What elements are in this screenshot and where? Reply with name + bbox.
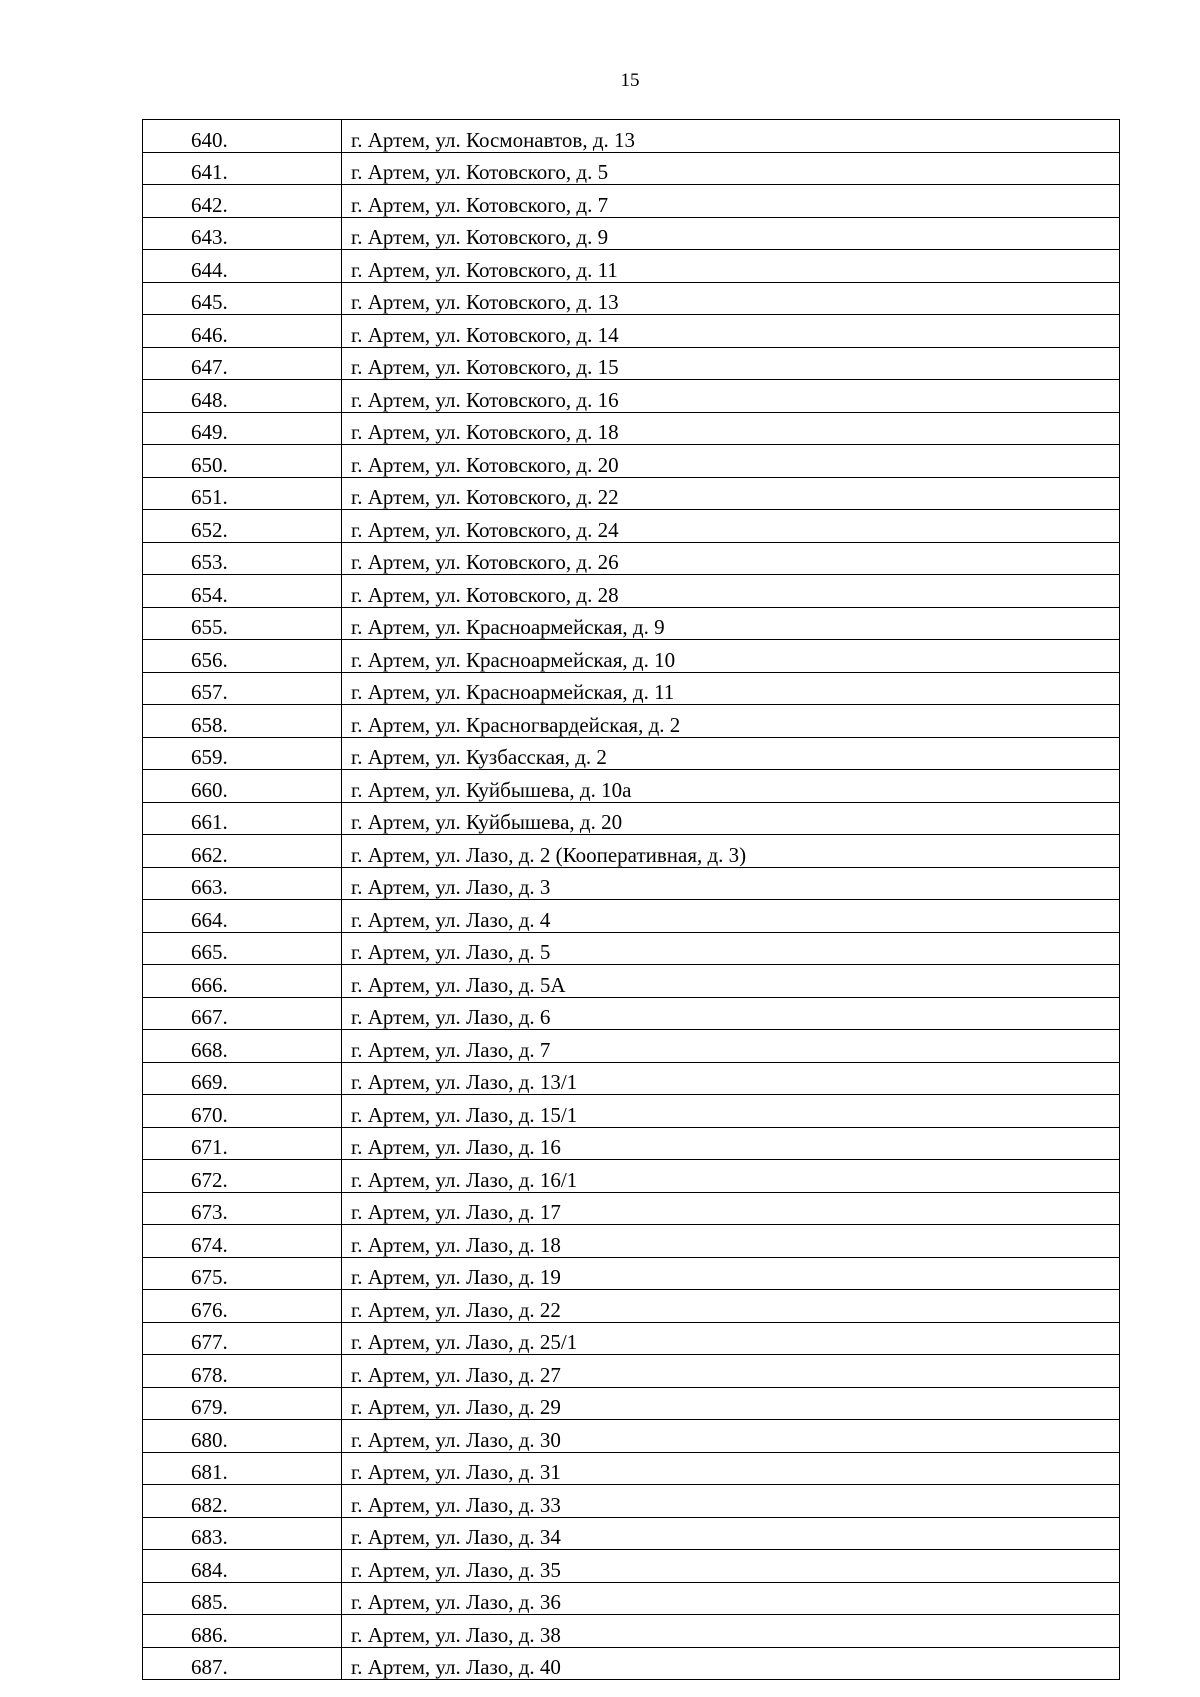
address-cell: г. Артем, ул. Лазо, д. 19: [342, 1257, 1120, 1290]
address-cell: г. Артем, ул. Лазо, д. 5: [342, 932, 1120, 965]
table-row: [143, 1452, 1120, 1485]
address-cell: г. Артем, ул. Лазо, д. 22: [342, 1290, 1120, 1323]
row-number-cell: 666.: [143, 965, 342, 998]
table-row: [143, 510, 1120, 543]
table-row: [143, 607, 1120, 640]
row-number-cell: 682.: [143, 1485, 342, 1518]
table-row: [143, 770, 1120, 803]
address-cell: г. Артем, ул. Лазо, д. 6: [342, 997, 1120, 1030]
address-cell: г. Артем, ул. Красноармейская, д. 9: [342, 607, 1120, 640]
address-cell: г. Артем, ул. Красноармейская, д. 11: [342, 672, 1120, 705]
table-row: [143, 1355, 1120, 1388]
row-number-cell: 685.: [143, 1582, 342, 1615]
address-cell: г. Артем, ул. Котовского, д. 9: [342, 217, 1120, 250]
row-number-cell: 641.: [143, 152, 342, 185]
address-cell: г. Артем, ул. Лазо, д. 4: [342, 900, 1120, 933]
row-number-cell: 662.: [143, 835, 342, 868]
row-number-cell: 647.: [143, 347, 342, 380]
row-number-cell: 671.: [143, 1127, 342, 1160]
table-row: [143, 1095, 1120, 1128]
row-number-cell: 654.: [143, 575, 342, 608]
row-number-cell: 683.: [143, 1517, 342, 1550]
address-cell: г. Артем, ул. Лазо, д. 18: [342, 1225, 1120, 1258]
table-row: [143, 152, 1120, 185]
row-number-cell: 660.: [143, 770, 342, 803]
table-row: [143, 1517, 1120, 1550]
table-row: [143, 1582, 1120, 1615]
address-cell: г. Артем, ул. Котовского, д. 16: [342, 380, 1120, 413]
table-row: [143, 867, 1120, 900]
row-number-cell: 669.: [143, 1062, 342, 1095]
table-row: [143, 120, 1120, 153]
address-cell: г. Артем, ул. Лазо, д. 38: [342, 1615, 1120, 1648]
page-number: 15: [620, 70, 640, 91]
table-row: [143, 412, 1120, 445]
address-cell: г. Артем, ул. Лазо, д. 16/1: [342, 1160, 1120, 1193]
address-cell: г. Артем, ул. Красноармейская, д. 10: [342, 640, 1120, 673]
row-number-cell: 668.: [143, 1030, 342, 1063]
row-number-cell: 661.: [143, 802, 342, 835]
address-cell: г. Артем, ул. Лазо, д. 25/1: [342, 1322, 1120, 1355]
table-row: [143, 380, 1120, 413]
address-cell: г. Артем, ул. Котовского, д. 15: [342, 347, 1120, 380]
row-number-cell: 646.: [143, 315, 342, 348]
address-cell: г. Артем, ул. Котовского, д. 28: [342, 575, 1120, 608]
table-row: [143, 737, 1120, 770]
table-row: [143, 542, 1120, 575]
table-row: [143, 185, 1120, 218]
table-row: [143, 932, 1120, 965]
row-number-cell: 643.: [143, 217, 342, 250]
table-row: [143, 1550, 1120, 1583]
address-table-body: [143, 120, 1120, 1680]
address-cell: г. Артем, ул. Куйбышева, д. 10а: [342, 770, 1120, 803]
table-row: [143, 347, 1120, 380]
row-number-cell: 677.: [143, 1322, 342, 1355]
address-cell: г. Артем, ул. Лазо, д. 40: [342, 1647, 1120, 1680]
address-cell: г. Артем, ул. Котовского, д. 24: [342, 510, 1120, 543]
address-cell: г. Артем, ул. Космонавтов, д. 13: [342, 120, 1120, 153]
table-row: [143, 672, 1120, 705]
table-row: [143, 1127, 1120, 1160]
address-cell: г. Артем, ул. Лазо, д. 33: [342, 1485, 1120, 1518]
row-number-cell: 652.: [143, 510, 342, 543]
row-number-cell: 686.: [143, 1615, 342, 1648]
row-number-cell: 687.: [143, 1647, 342, 1680]
table-row: [143, 900, 1120, 933]
table-row: [143, 1225, 1120, 1258]
table-row: [143, 1290, 1120, 1323]
address-cell: г. Артем, ул. Лазо, д. 5А: [342, 965, 1120, 998]
address-cell: г. Артем, ул. Лазо, д. 34: [342, 1517, 1120, 1550]
address-cell: г. Артем, ул. Лазо, д. 13/1: [342, 1062, 1120, 1095]
address-cell: г. Артем, ул. Лазо, д. 30: [342, 1420, 1120, 1453]
row-number-cell: 642.: [143, 185, 342, 218]
table-row: [143, 1322, 1120, 1355]
address-cell: г. Артем, ул. Красногвардейская, д. 2: [342, 705, 1120, 738]
table-row: [143, 1647, 1120, 1680]
table-row: [143, 477, 1120, 510]
address-cell: г. Артем, ул. Котовского, д. 22: [342, 477, 1120, 510]
address-cell: г. Артем, ул. Котовского, д. 26: [342, 542, 1120, 575]
table-row: [143, 1485, 1120, 1518]
row-number-cell: 659.: [143, 737, 342, 770]
table-row: [143, 997, 1120, 1030]
address-cell: г. Артем, ул. Лазо, д. 29: [342, 1387, 1120, 1420]
table-row: [143, 445, 1120, 478]
table-row: [143, 1160, 1120, 1193]
row-number-cell: 640.: [143, 120, 342, 153]
row-number-cell: 657.: [143, 672, 342, 705]
table-row: [143, 640, 1120, 673]
table-row: [143, 1420, 1120, 1453]
table-row: [143, 1192, 1120, 1225]
address-cell: г. Артем, ул. Лазо, д. 15/1: [342, 1095, 1120, 1128]
row-number-cell: 678.: [143, 1355, 342, 1388]
address-cell: г. Артем, ул. Лазо, д. 3: [342, 867, 1120, 900]
address-table: [142, 119, 1120, 1680]
row-number-cell: 670.: [143, 1095, 342, 1128]
table-row: [143, 835, 1120, 868]
table-row: [143, 1030, 1120, 1063]
address-cell: г. Артем, ул. Котовского, д. 11: [342, 250, 1120, 283]
table-row: [143, 575, 1120, 608]
address-cell: г. Артем, ул. Котовского, д. 13: [342, 282, 1120, 315]
address-cell: г. Артем, ул. Куйбышева, д. 20: [342, 802, 1120, 835]
table-row: [143, 1615, 1120, 1648]
address-cell: г. Артем, ул. Лазо, д. 36: [342, 1582, 1120, 1615]
table-row: [143, 315, 1120, 348]
row-number-cell: 655.: [143, 607, 342, 640]
row-number-cell: 665.: [143, 932, 342, 965]
table-row: [143, 217, 1120, 250]
address-cell: г. Артем, ул. Котовского, д. 5: [342, 152, 1120, 185]
row-number-cell: 649.: [143, 412, 342, 445]
row-number-cell: 672.: [143, 1160, 342, 1193]
row-number-cell: 651.: [143, 477, 342, 510]
address-cell: г. Артем, ул. Котовского, д. 20: [342, 445, 1120, 478]
row-number-cell: 667.: [143, 997, 342, 1030]
row-number-cell: 679.: [143, 1387, 342, 1420]
address-cell: г. Артем, ул. Лазо, д. 16: [342, 1127, 1120, 1160]
row-number-cell: 673.: [143, 1192, 342, 1225]
row-number-cell: 644.: [143, 250, 342, 283]
table-row: [143, 1257, 1120, 1290]
table-row: [143, 965, 1120, 998]
table-row: [143, 802, 1120, 835]
table-row: [143, 282, 1120, 315]
row-number-cell: 676.: [143, 1290, 342, 1323]
row-number-cell: 674.: [143, 1225, 342, 1258]
row-number-cell: 675.: [143, 1257, 342, 1290]
row-number-cell: 645.: [143, 282, 342, 315]
address-cell: г. Артем, ул. Лазо, д. 27: [342, 1355, 1120, 1388]
table-row: [143, 1387, 1120, 1420]
address-cell: г. Артем, ул. Лазо, д. 31: [342, 1452, 1120, 1485]
address-cell: г. Артем, ул. Котовского, д. 14: [342, 315, 1120, 348]
address-cell: г. Артем, ул. Лазо, д. 7: [342, 1030, 1120, 1063]
address-cell: г. Артем, ул. Котовского, д. 7: [342, 185, 1120, 218]
table-row: [143, 250, 1120, 283]
address-cell: г. Артем, ул. Лазо, д. 2 (Кооперативная, д. 3): [342, 835, 1120, 868]
row-number-cell: 648.: [143, 380, 342, 413]
address-cell: г. Артем, ул. Лазо, д. 35: [342, 1550, 1120, 1583]
address-cell: г. Артем, ул. Кузбасская, д. 2: [342, 737, 1120, 770]
table-row: [143, 705, 1120, 738]
row-number-cell: 663.: [143, 867, 342, 900]
row-number-cell: 684.: [143, 1550, 342, 1583]
row-number-cell: 664.: [143, 900, 342, 933]
row-number-cell: 650.: [143, 445, 342, 478]
table-row: [143, 1062, 1120, 1095]
row-number-cell: 680.: [143, 1420, 342, 1453]
row-number-cell: 653.: [143, 542, 342, 575]
row-number-cell: 681.: [143, 1452, 342, 1485]
address-cell: г. Артем, ул. Котовского, д. 18: [342, 412, 1120, 445]
row-number-cell: 656.: [143, 640, 342, 673]
row-number-cell: 658.: [143, 705, 342, 738]
address-cell: г. Артем, ул. Лазо, д. 17: [342, 1192, 1120, 1225]
